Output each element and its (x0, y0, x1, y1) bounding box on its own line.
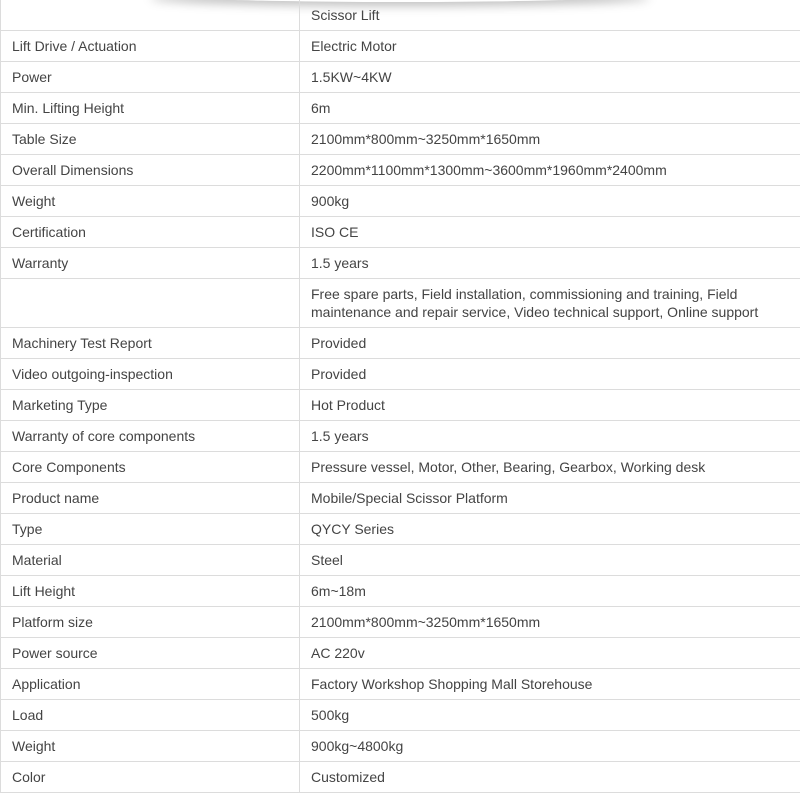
table-row (1, 452, 800, 483)
table-row (1, 155, 800, 186)
spec-value: 900kg (300, 186, 800, 217)
spec-value: Free spare parts, Field installation, commissioning and training, Field maintenance and repair service, Video technical support, Online support (300, 279, 800, 328)
spec-label: Video outgoing-inspection (1, 359, 300, 390)
spec-value: 1.5 years (300, 421, 800, 452)
table-row (1, 186, 800, 217)
table-row (1, 62, 800, 93)
spec-value: Factory Workshop Shopping Mall Storehouse (300, 669, 800, 700)
spec-value: Hot Product (300, 390, 800, 421)
spec-label: Application (1, 669, 300, 700)
spec-label: Product name (1, 483, 300, 514)
spec-label: Type (1, 514, 300, 545)
table-row (1, 421, 800, 452)
table-row (1, 0, 800, 31)
table-row (1, 390, 800, 421)
spec-value: Electric Motor (300, 31, 800, 62)
spec-label: Power (1, 62, 300, 93)
table-row (1, 279, 800, 328)
spec-label: Power source (1, 638, 300, 669)
spec-value: 2100mm*800mm~3250mm*1650mm (300, 607, 800, 638)
spec-value: Steel (300, 545, 800, 576)
spec-value: 6m~18m (300, 576, 800, 607)
spec-value: 6m (300, 93, 800, 124)
spec-value: AC 220v (300, 638, 800, 669)
table-row (1, 669, 800, 700)
table-row (1, 483, 800, 514)
spec-value: 2200mm*1100mm*1300mm~3600mm*1960mm*2400mm (300, 155, 800, 186)
table-row (1, 638, 800, 669)
spec-label: Lift Height (1, 576, 300, 607)
spec-value: 500kg (300, 700, 800, 731)
spec-label: Warranty (1, 248, 300, 279)
table-row (1, 328, 800, 359)
spec-value: QYCY Series (300, 514, 800, 545)
spec-label: Overall Dimensions (1, 155, 300, 186)
spec-label (1, 0, 300, 31)
spec-label: Marketing Type (1, 390, 300, 421)
spec-label: Lift Drive / Actuation (1, 31, 300, 62)
spec-label: Warranty of core components (1, 421, 300, 452)
spec-label: Color (1, 762, 300, 793)
spec-value: 2100mm*800mm~3250mm*1650mm (300, 124, 800, 155)
spec-value: 900kg~4800kg (300, 731, 800, 762)
spec-label: Load (1, 700, 300, 731)
spec-label: Machinery Test Report (1, 328, 300, 359)
table-row (1, 514, 800, 545)
spec-label: Min. Lifting Height (1, 93, 300, 124)
spec-value: Customized (300, 762, 800, 793)
spec-value: Mobile/Special Scissor Platform (300, 483, 800, 514)
table-row (1, 731, 800, 762)
spec-value: 1.5 years (300, 248, 800, 279)
spec-label: Weight (1, 731, 300, 762)
table-row (1, 248, 800, 279)
table-row (1, 545, 800, 576)
table-row (1, 762, 800, 793)
table-row (1, 576, 800, 607)
table-row (1, 124, 800, 155)
spec-value: ISO CE (300, 217, 800, 248)
spec-label (1, 279, 300, 328)
table-row (1, 31, 800, 62)
spec-label: Certification (1, 217, 300, 248)
table-row (1, 700, 800, 731)
spec-value: Pressure vessel, Motor, Other, Bearing, Gearbox, Working desk (300, 452, 800, 483)
table-row (1, 607, 800, 638)
spec-value: 1.5KW~4KW (300, 62, 800, 93)
spec-value: Provided (300, 328, 800, 359)
spec-value: Provided (300, 359, 800, 390)
spec-label: Weight (1, 186, 300, 217)
spec-label: Material (1, 545, 300, 576)
table-row (1, 359, 800, 390)
spec-label: Table Size (1, 124, 300, 155)
spec-label: Platform size (1, 607, 300, 638)
spec-label: Core Components (1, 452, 300, 483)
table-row (1, 217, 800, 248)
spec-value: Scissor Lift (300, 0, 800, 31)
table-row (1, 93, 800, 124)
